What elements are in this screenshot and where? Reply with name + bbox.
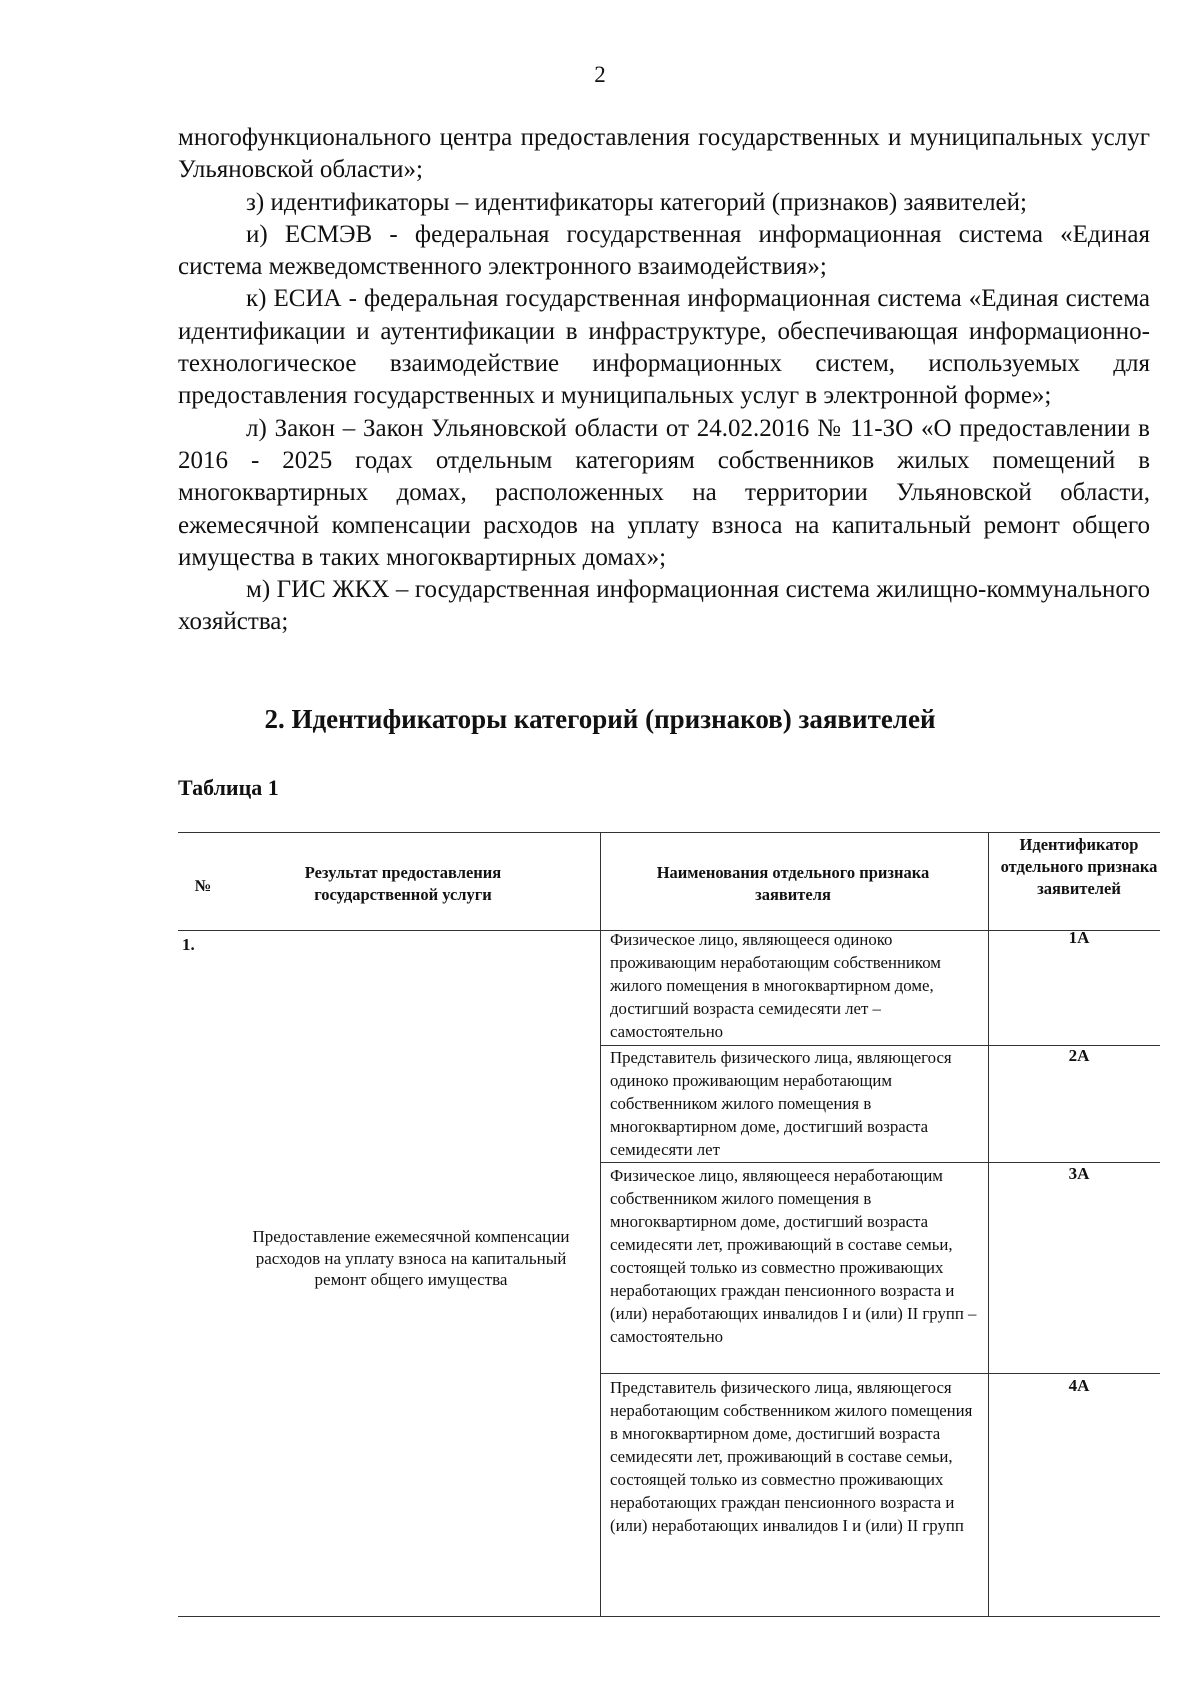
page-number: 2 [594, 62, 606, 87]
table-top-border [178, 832, 1160, 833]
section-title: 2. Идентификаторы категорий (признаков) заявителей [264, 704, 936, 734]
table-bottom-border [178, 1616, 1160, 1617]
row-3-text: Физическое лицо, являющееся неработающим собственником жилого помещения в многоквартирном доме, достигший возраста семидесяти лет, проживающий в составе семьи, состоящей только из совместно проживающих неработающих граждан пенсионного возраста и (или) неработающих инвалидов I и (или) II групп – самостоятельно [610, 1166, 977, 1346]
result-cell: Предоставление ежемесячной компенсации расходов на уплату взноса на капитальный ремонт общего имущества [252, 1227, 570, 1289]
header-name: Наименования отдельного признака заявителя [656, 863, 930, 904]
row-divider-2 [600, 1162, 1160, 1163]
row-number: 1. [182, 935, 195, 954]
header-identifier: Идентификатор отдельного признака заявителей [1000, 835, 1158, 898]
row-2-text: Представитель физического лица, являющегося одиноко проживающим неработающим собственником жилого помещения в многоквартирном доме, достигший возраста семидесяти лет [610, 1048, 952, 1159]
paragraph-k-esia: к) ЕСИА - федеральная государственная информационная система «Единая система идентификации и аутентификации в инфраструктуре, обеспечивающая информационно-технологическое взаимодействие информационных систем, используемых для предоставления государственных и муниципальных услуг в электронной форме»; [178, 285, 1150, 410]
table-label: Таблица 1 [178, 775, 279, 800]
header-num: № [194, 876, 212, 895]
row-3-id: 3А [1068, 1164, 1090, 1183]
row-4-id: 4А [1068, 1376, 1090, 1395]
row-4-text: Представитель физического лица, являющегося неработающим собственником жилого помещения в многоквартирном доме, достигший возраста семидесяти лет, проживающий в составе семьи, состоящей только из совместно проживающих неработающих граждан пенсионного возраста и (или) неработающих инвалидов I и (или) II групп [610, 1378, 973, 1535]
paragraph-m-gis: м) ГИС ЖКХ – государственная информационная система жилищно-коммунального хозяйства; [178, 576, 1150, 636]
paragraph-z: з) идентификаторы – идентификаторы категорий (признаков) заявителей; [246, 188, 1027, 216]
column-divider-left [600, 832, 601, 1616]
paragraph-continuation: многофункционального центра предоставления государственных и муниципальных услуг Ульяновской области»; [178, 124, 1150, 184]
row-1-id: 1А [1068, 928, 1090, 947]
row-divider-3 [600, 1373, 1160, 1374]
row-2-id: 2А [1068, 1046, 1090, 1065]
paragraph-l-law: л) Закон – Закон Ульяновской области от 24.02.2016 № 11-ЗО «О предоставлении в 2016 - 2025 годах отдельным категориям собственников жилых помещений в многоквартирных домах, расположенных на территории Ульяновской области, ежемесячной компенсации расходов на уплату взноса на капитальный ремонт общего имущества в таких многоквартирных домах»; [178, 414, 1150, 571]
paragraph-i-esmev: и) ЕСМЭВ - федеральная государственная информационная система «Единая система межведомственного электронного взаимодействия»; [178, 220, 1150, 281]
column-divider-right [988, 832, 989, 1616]
header-result: Результат предоставления государственной услуги [304, 863, 502, 904]
row-1-text: Физическое лицо, являющееся одиноко проживающим неработающим собственником жилого помещения в многоквартирном доме, достигший возраста семидесяти лет – самостоятельно [610, 930, 941, 1041]
body-text [178, 122, 1150, 639]
